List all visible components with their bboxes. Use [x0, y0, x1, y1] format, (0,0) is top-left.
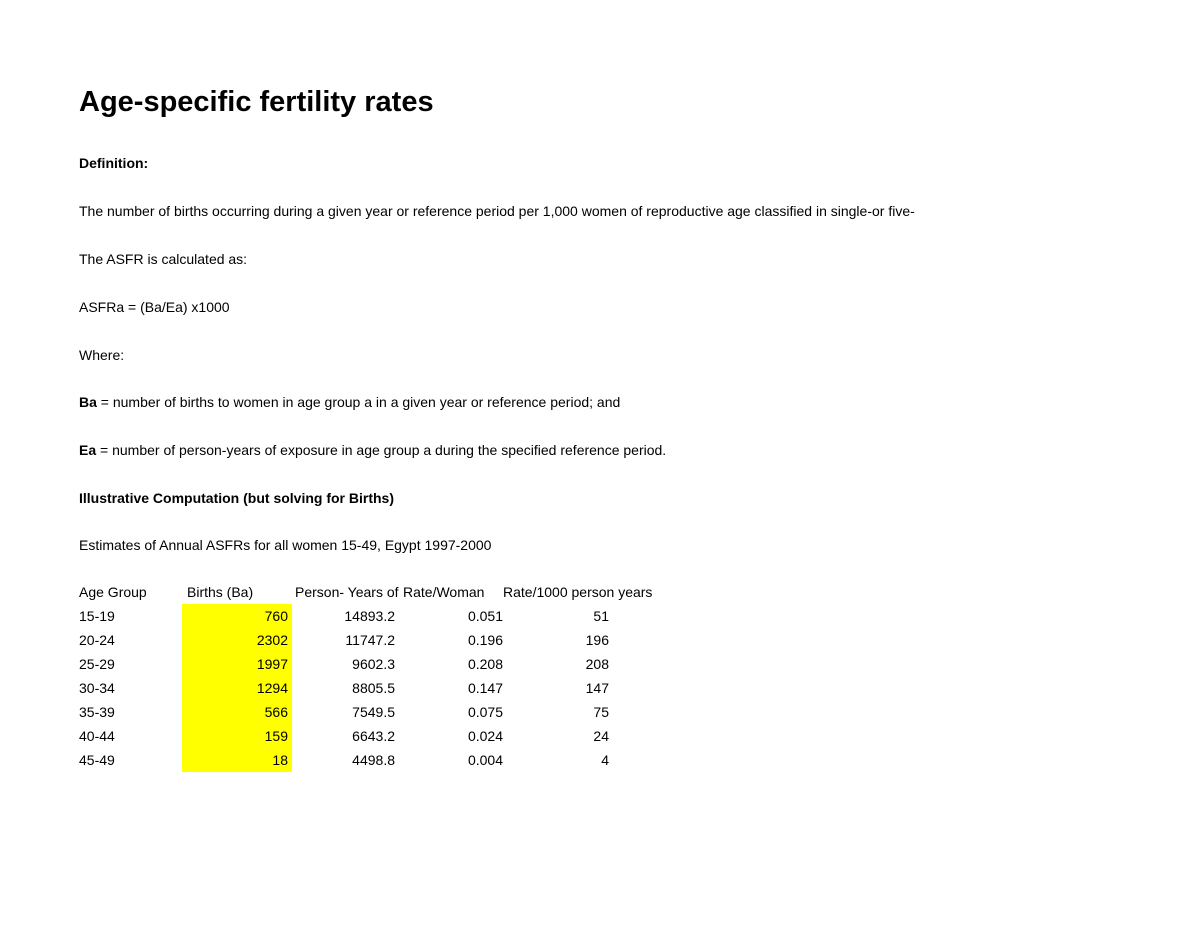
cell-rate-1000: 4 — [601, 752, 609, 768]
cell-rate-1000: 208 — [585, 656, 609, 672]
cell-age-group: 25-29 — [79, 656, 115, 672]
where-label: Where: — [79, 347, 125, 363]
ba-term: Ba — [79, 394, 97, 410]
estimates-caption: Estimates of Annual ASFRs for all women 15-49, Egypt 1997-2000 — [79, 537, 492, 553]
cell-births: 159 — [182, 724, 292, 748]
page-title: Age-specific fertility rates — [79, 86, 434, 118]
ea-text: = number of person-years of exposure in age group a during the specified reference period. — [96, 442, 667, 458]
cell-births: 18 — [182, 748, 292, 772]
cell-rate-woman: 0.075 — [467, 704, 503, 720]
header-person-years: Person- Years of — [295, 584, 399, 600]
cell-age-group: 40-44 — [79, 728, 115, 744]
cell-person-years: 9602.3 — [352, 656, 395, 672]
cell-age-group: 15-19 — [79, 608, 115, 624]
cell-age-group: 35-39 — [79, 704, 115, 720]
header-age-group: Age Group — [79, 584, 147, 600]
cell-births: 760 — [182, 604, 292, 628]
cell-rate-woman: 0.024 — [467, 728, 503, 744]
cell-person-years: 4498.8 — [352, 752, 395, 768]
ea-term: Ea — [79, 442, 97, 458]
cell-person-years: 7549.5 — [352, 704, 395, 720]
cell-age-group: 45-49 — [79, 752, 115, 768]
cell-rate-1000: 51 — [593, 608, 609, 624]
illustrative-heading: Illustrative Computation (but solving for Births) — [79, 490, 394, 506]
ea-definition — [79, 441, 666, 459]
cell-age-group: 20-24 — [79, 632, 115, 648]
definition-text: The number of births occurring during a given year or reference period per 1,000 women of reproductive age classified in single-or five- — [79, 203, 915, 219]
header-births: Births (Ba) — [187, 584, 254, 600]
cell-rate-woman: 0.208 — [467, 656, 503, 672]
cell-births: 1997 — [182, 652, 292, 676]
cell-rate-woman: 0.004 — [467, 752, 503, 768]
cell-rate-1000: 147 — [585, 680, 609, 696]
cell-person-years: 14893.2 — [344, 608, 395, 624]
cell-rate-woman: 0.051 — [467, 608, 503, 624]
cell-rate-1000: 196 — [585, 632, 609, 648]
cell-age-group: 30-34 — [79, 680, 115, 696]
cell-rate-woman: 0.196 — [467, 632, 503, 648]
cell-person-years: 11747.2 — [345, 632, 395, 648]
cell-rate-1000: 24 — [593, 728, 609, 744]
cell-rate-woman: 0.147 — [467, 680, 503, 696]
formula: ASFRa = (Ba/Ea) x1000 — [79, 299, 230, 315]
cell-person-years: 6643.2 — [352, 728, 395, 744]
header-rate-woman: Rate/Woman — [403, 584, 485, 600]
cell-births: 2302 — [182, 628, 292, 652]
cell-rate-1000: 75 — [593, 704, 609, 720]
definition-label: Definition: — [79, 155, 149, 171]
calc-intro: The ASFR is calculated as: — [79, 251, 248, 267]
cell-births: 566 — [182, 700, 292, 724]
ba-definition — [79, 393, 620, 411]
ba-text: = number of births to women in age group a in a given year or reference period; and — [96, 394, 621, 410]
cell-births: 1294 — [182, 676, 292, 700]
cell-person-years: 8805.5 — [352, 680, 395, 696]
header-rate-1000: Rate/1000 person years — [503, 584, 653, 600]
